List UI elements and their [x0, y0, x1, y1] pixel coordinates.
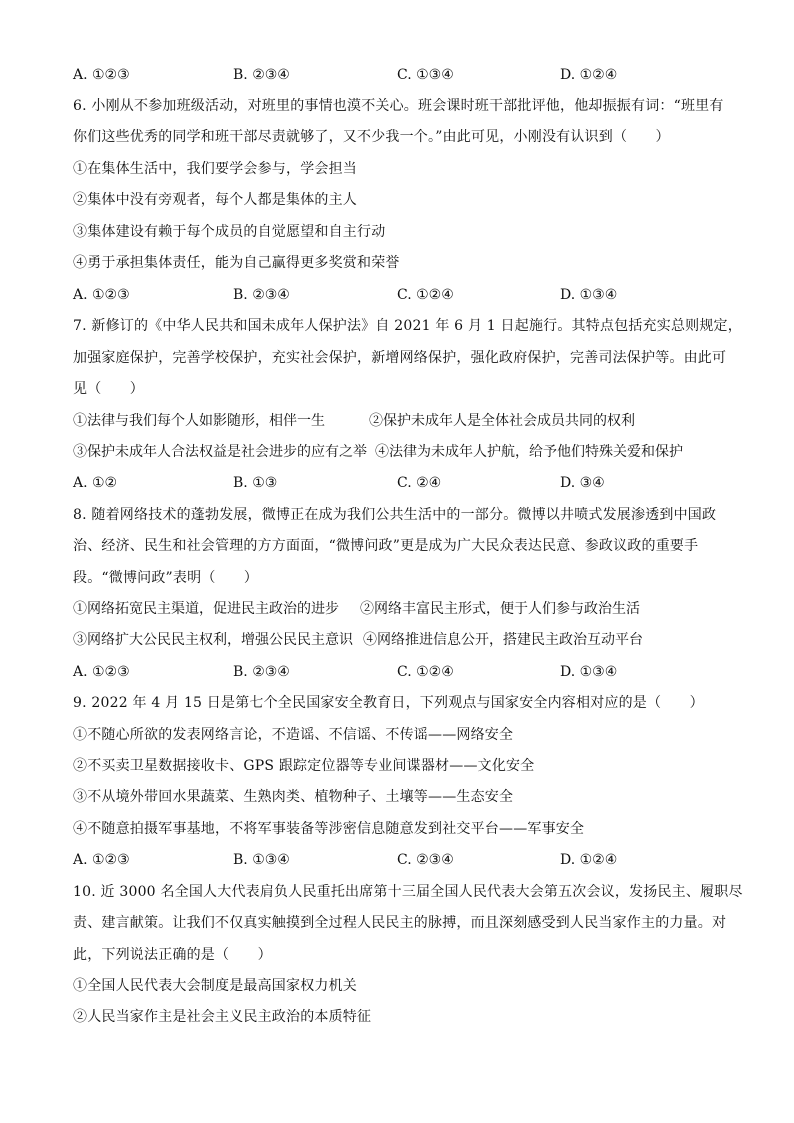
- q5-option-d[interactable]: D. ①②④: [560, 67, 618, 83]
- q6-stem-line-1: 6. 小刚从不参加班级活动，对班里的事情也漠不关心。班会课时班干部批评他，他却振振有词：“班里有: [73, 98, 724, 114]
- q7-option-a[interactable]: A. ①②: [73, 475, 118, 491]
- q5-option-a[interactable]: A. ①②③: [73, 67, 130, 83]
- q7-options: [73, 473, 733, 493]
- q6-option-c[interactable]: C. ①②④: [397, 287, 454, 303]
- q7-option-c[interactable]: C. ②④: [397, 475, 442, 491]
- q9-statement-4: ④不随意拍摄军事基地，不将军事装备等涉密信息随意发到社交平台——军事安全: [73, 821, 585, 837]
- q6-option-d[interactable]: D. ①③④: [560, 287, 618, 303]
- q6-statement-1: ①在集体生活中，我们要学会参与，学会担当: [73, 161, 357, 177]
- q7-stem-line-3: 见（ ）: [73, 381, 144, 397]
- q7-statement-4: ④法律为未成年人护航，给予他们特殊关爱和保护: [375, 444, 683, 460]
- q10-stem-line-1: 10. 近 3000 名全国人大代表肩负人民重托出席第十三届全国人民代表大会第五次会议，发扬民主、履职尽: [73, 884, 743, 900]
- q7-statement-3: ③保护未成年人合法权益是社会进步的应有之举: [73, 444, 367, 460]
- q6-stem-line-2: 你们这些优秀的同学和班干部尽责就够了，又不少我一个。”由此可见，小刚没有认识到（ ）: [73, 129, 670, 145]
- q7-statement-row-1: [73, 411, 635, 431]
- q7-statement-2: ②保护未成年人是全体社会成员共同的权利: [369, 413, 635, 429]
- q8-statement-1: ①网络拓宽民主渠道，促进民主政治的进步: [73, 601, 339, 617]
- q10-stem-line-3: 此，下列说法正确的是（ ）: [73, 947, 272, 963]
- q10-statement-2: ②人民当家作主是社会主义民主政治的本质特征: [73, 1009, 372, 1025]
- q7-stem-line-2: 加强家庭保护，完善学校保护，充实社会保护，新增网络保护，强化政府保护，完善司法保护等。由此可: [73, 350, 727, 366]
- q9-statement-1: ①不随心所欲的发表网络言论，不造谣、不信谣、不传谣——网络安全: [73, 727, 514, 743]
- q8-statement-row-1: [73, 599, 640, 619]
- q7-statement-1: ①法律与我们每个人如影随形，相伴一生: [73, 413, 325, 429]
- q8-statement-row-2: [73, 630, 643, 650]
- q9-option-b[interactable]: B. ①③④: [233, 852, 290, 868]
- q8-stem-line-3: 段。“微博问政”表明（ ）: [73, 570, 259, 586]
- q6-options: [73, 285, 733, 305]
- q7-option-b[interactable]: B. ①③: [233, 475, 278, 491]
- q8-option-a[interactable]: A. ①②③: [73, 664, 130, 680]
- q8-option-c[interactable]: C. ①②④: [397, 664, 454, 680]
- q8-stem-line-2: 治、经济、民生和社会管理的方方面面，“微博问政”更是成为广大民众表达民意、参政议政的重要手: [73, 538, 699, 554]
- q8-stem-line-1: 8. 随着网络技术的蓬勃发展，微博正在成为我们公共生活中的一部分。微博以井喷式发展渗透到中国政: [73, 507, 717, 523]
- q9-statement-2: ②不买卖卫星数据接收卡、GPS 跟踪定位器等专业间谍器材——文化安全: [73, 758, 535, 774]
- q8-statement-2: ②网络丰富民主形式，便于人们参与政治生活: [360, 601, 640, 617]
- q7-stem-line-1: 7. 新修订的《中华人民共和国未成年人保护法》自 2021 年 6 月 1 日起施行。其特点包括充实总则规定，: [73, 318, 742, 334]
- q6-statement-4: ④勇于承担集体责任，能为自己赢得更多奖赏和荣誉: [73, 255, 400, 271]
- q7-option-d[interactable]: D. ③④: [560, 475, 605, 491]
- q8-options: [73, 662, 733, 682]
- q8-option-b[interactable]: B. ②③④: [233, 664, 290, 680]
- q6-option-a[interactable]: A. ①②③: [73, 287, 130, 303]
- q9-option-d[interactable]: D. ①②④: [560, 852, 618, 868]
- q9-statement-3: ③不从境外带回水果蔬菜、生熟肉类、植物种子、土壤等——生态安全: [73, 789, 514, 805]
- q8-statement-4: ④网络推进信息公开，搭建民主政治互动平台: [363, 632, 643, 648]
- q7-statement-row-2: [73, 442, 683, 462]
- q9-option-a[interactable]: A. ①②③: [73, 852, 130, 868]
- q6-option-b[interactable]: B. ②③④: [233, 287, 290, 303]
- q6-statement-2: ②集体中没有旁观者，每个人都是集体的主人: [73, 192, 357, 208]
- q9-stem-line-1: 9. 2022 年 4 月 15 日是第七个全民国家安全教育日，下列观点与国家安全内容相对应的是（ ）: [73, 695, 704, 711]
- q6-statement-3: ③集体建设有赖于每个成员的自觉愿望和自主行动: [73, 224, 386, 240]
- q9-options: [73, 850, 733, 870]
- q10-stem-line-2: 责、建言献策。让我们不仅真实触摸到全过程人民民主的脉搏，而且深刻感受到人民当家作主的力量。对: [73, 915, 727, 931]
- q8-statement-3: ③网络扩大公民民主权利，增强公民民主意识: [73, 632, 353, 648]
- q9-option-c[interactable]: C. ②③④: [397, 852, 454, 868]
- q5-options: [73, 65, 733, 85]
- q5-option-c[interactable]: C. ①③④: [397, 67, 454, 83]
- q8-option-d[interactable]: D. ①③④: [560, 664, 618, 680]
- q5-option-b[interactable]: B. ②③④: [233, 67, 290, 83]
- q10-statement-1: ①全国人民代表大会制度是最高国家权力机关: [73, 978, 357, 994]
